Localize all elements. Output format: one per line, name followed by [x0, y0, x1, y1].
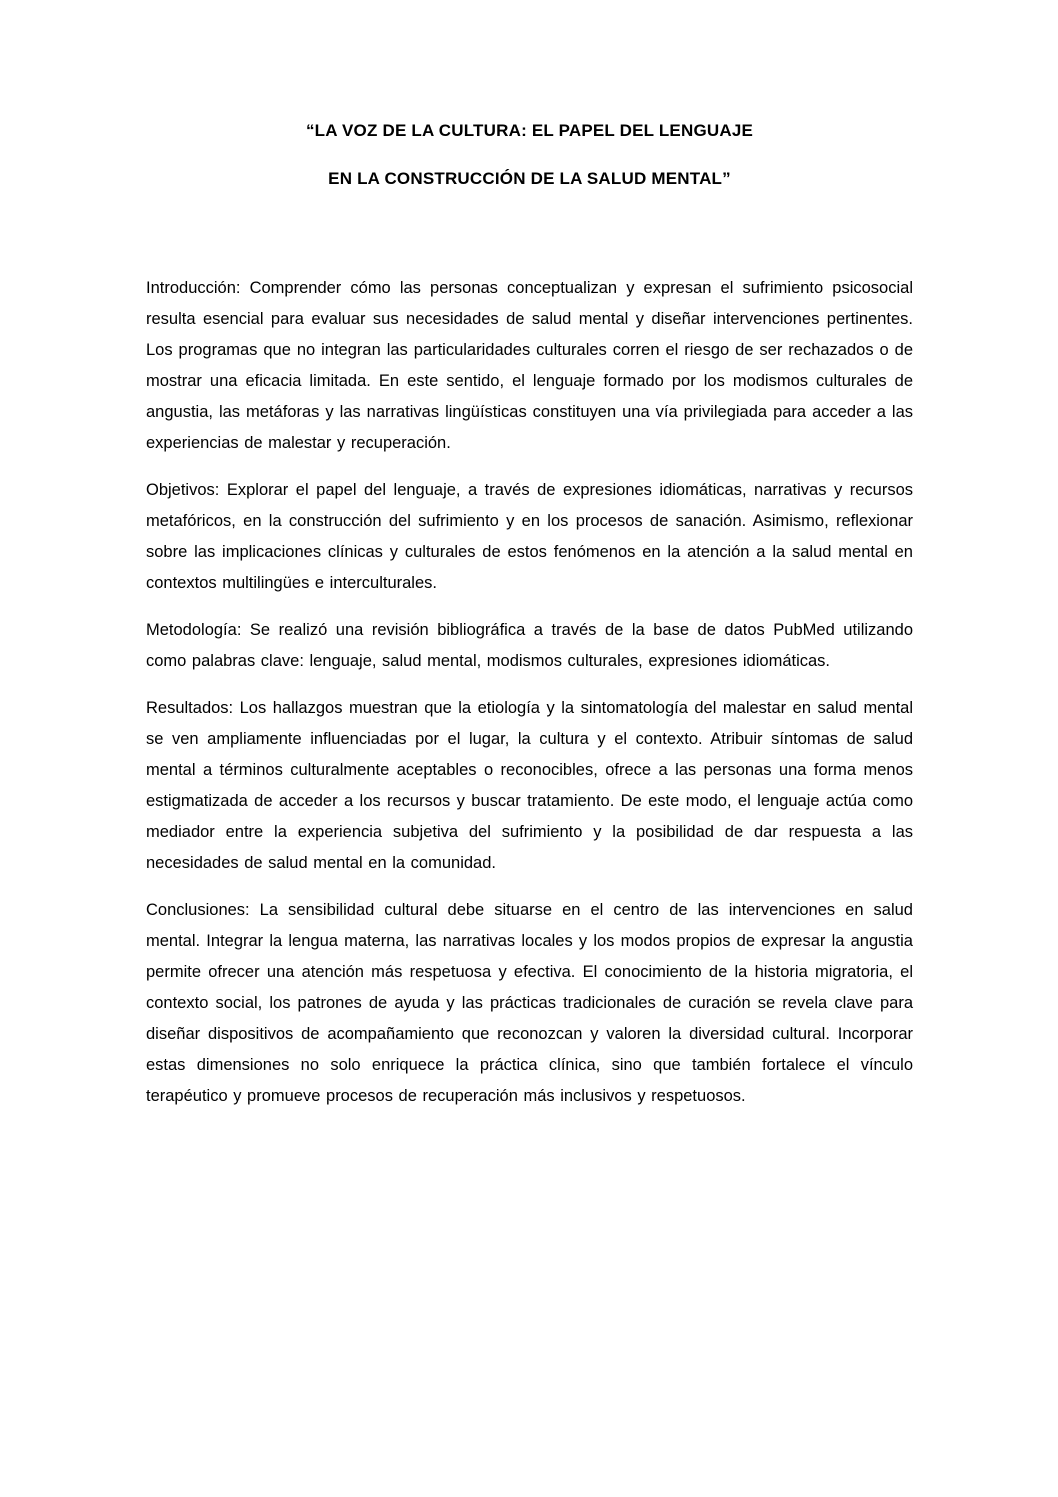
- document-title: [146, 121, 913, 189]
- title-line-1: “LA VOZ DE LA CULTURA: EL PAPEL DEL LENGUAJE: [305, 121, 754, 140]
- paragraph-metodologia: Metodología: Se realizó una revisión bibliográfica a través de la base de datos PubMed utilizando como palabras clave: lenguaje, salud mental, modismos culturales, expresiones idiomáticas.: [146, 621, 913, 670]
- abstract-paragraphs: [146, 273, 913, 1112]
- paragraph-conclusiones: Conclusiones: La sensibilidad cultural debe situarse en el centro de las intervenciones en salud mental. Integrar la lengua materna, las narrativas locales y los modos propios de expresar la angustia permite ofrecer una atención más respetuosa y efectiva. El conocimiento de la historia migratoria, el contexto social, los patrones de ayuda y las prácticas tradicionales de curación se revela clave para diseñar dispositivos de acompañamiento que reconozcan y valoren la diversidad cultural. Incorporar estas dimensiones no solo enriquece la práctica clínica, sino que también fortalece el vínculo terapéutico y promueve procesos de recuperación más inclusivos y respetuosos.: [146, 901, 913, 1105]
- document-content: [146, 121, 913, 1128]
- paragraph-objetivos: Objetivos: Explorar el papel del lenguaje, a través de expresiones idiomáticas, narrativas y recursos metafóricos, en la construcción del sufrimiento y en los procesos de sanación. Asimismo, reflexionar sobre las implicaciones clínicas y culturales de estos fenómenos en la atención a la salud mental en contextos multilingües e interculturales.: [146, 481, 913, 592]
- title-line-2: EN LA CONSTRUCCIÓN DE LA SALUD MENTAL”: [328, 169, 731, 188]
- paragraph-introduccion: Introducción: Comprender cómo las personas conceptualizan y expresan el sufrimiento psicosocial resulta esencial para evaluar sus necesidades de salud mental y diseñar intervenciones pertinentes. Los programas que no integran las particularidades culturales corren el riesgo de ser rechazados o de mostrar una eficacia limitada. En este sentido, el lenguaje formado por los modismos culturales de angustia, las metáforas y las narrativas lingüísticas constituyen una vía privilegiada para acceder a las experiencias de malestar y recuperación.: [146, 279, 913, 452]
- paragraph-resultados: Resultados: Los hallazgos muestran que la etiología y la sintomatología del malestar en salud mental se ven ampliamente influenciadas por el lugar, la cultura y el contexto. Atribuir síntomas de salud mental a términos culturalmente aceptables o reconocibles, ofrece a las personas una forma menos estigmatizada de acceder a los recursos y buscar tratamiento. De este modo, el lenguaje actúa como mediador entre la experiencia subjetiva del sufrimiento y la posibilidad de dar respuesta a las necesidades de salud mental en la comunidad.: [146, 699, 913, 872]
